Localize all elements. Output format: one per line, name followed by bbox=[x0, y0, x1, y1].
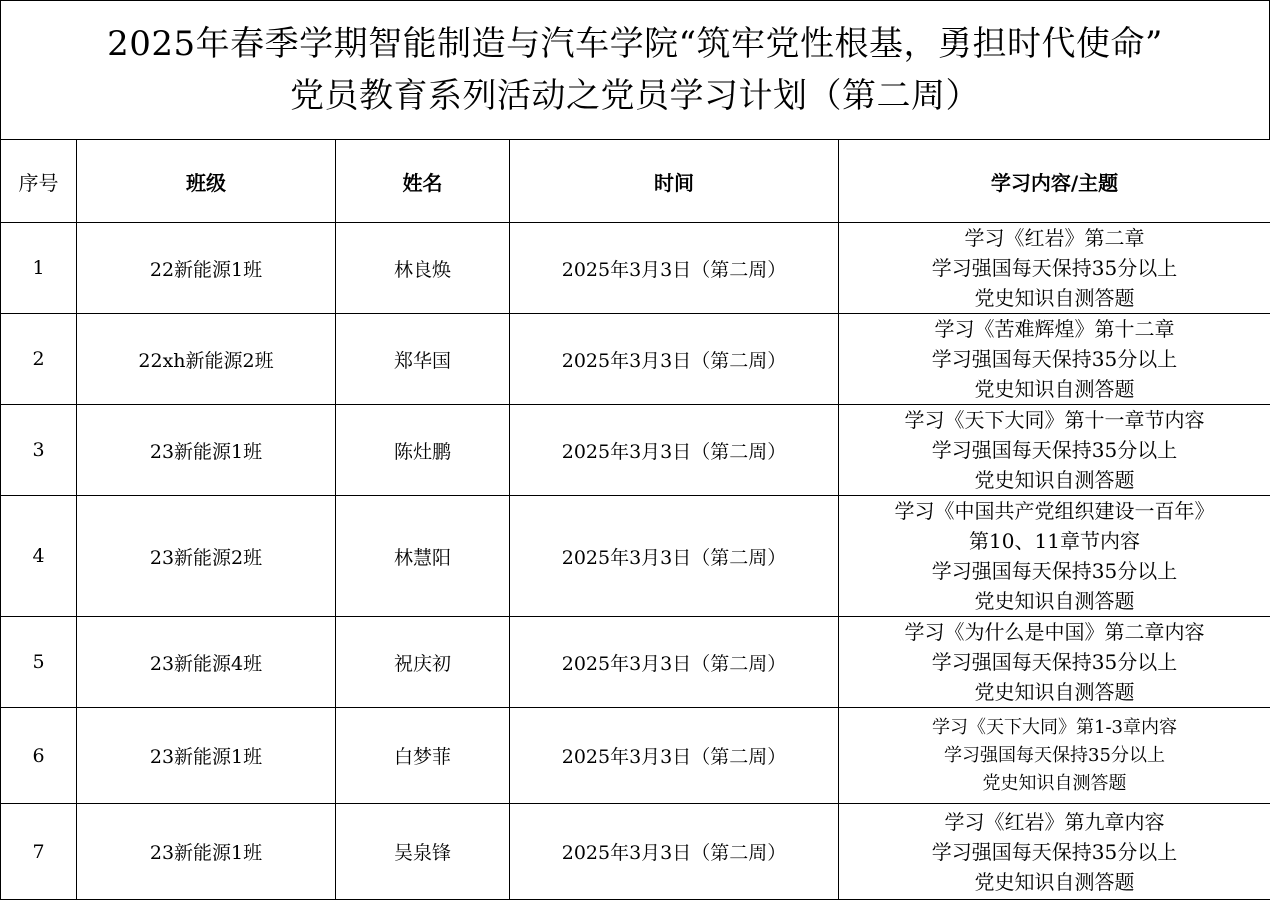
row-name: 陈灶鹏 bbox=[336, 405, 510, 496]
row-class: 23新能源1班 bbox=[77, 804, 336, 900]
document-title bbox=[0, 0, 1270, 139]
content-line: 学习强国每天保持35分以上 bbox=[839, 344, 1270, 374]
content-line: 党史知识自测答题 bbox=[839, 677, 1270, 707]
content-line: 学习《天下大同》第1-3章内容 bbox=[839, 714, 1270, 742]
row-seq: 2 bbox=[1, 314, 77, 405]
content-line: 党史知识自测答题 bbox=[839, 586, 1270, 616]
row-name: 吴泉锋 bbox=[336, 804, 510, 900]
row-seq: 7 bbox=[1, 804, 77, 900]
row-class: 22新能源1班 bbox=[77, 223, 336, 314]
row-content bbox=[839, 804, 1270, 900]
title-line-2: 党员教育系列活动之党员学习计划（第二周） bbox=[290, 70, 980, 122]
row-name: 白梦菲 bbox=[336, 708, 510, 804]
row-time: 2025年3月3日（第二周） bbox=[510, 223, 839, 314]
content-line: 学习强国每天保持35分以上 bbox=[839, 253, 1270, 283]
row-class: 23新能源2班 bbox=[77, 496, 336, 617]
content-line: 学习《苦难辉煌》第十二章 bbox=[839, 314, 1270, 344]
row-class: 22xh新能源2班 bbox=[77, 314, 336, 405]
header-class: 班级 bbox=[77, 140, 336, 223]
content-line: 党史知识自测答题 bbox=[839, 283, 1270, 313]
row-time: 2025年3月3日（第二周） bbox=[510, 708, 839, 804]
row-seq: 6 bbox=[1, 708, 77, 804]
table-row bbox=[1, 708, 1270, 804]
table-row bbox=[1, 804, 1270, 900]
row-class: 23新能源1班 bbox=[77, 405, 336, 496]
header-content: 学习内容/主题 bbox=[839, 140, 1270, 223]
row-seq: 5 bbox=[1, 617, 77, 708]
table-body bbox=[1, 223, 1270, 900]
content-line: 学习《红岩》第九章内容 bbox=[839, 807, 1270, 837]
content-line: 学习《为什么是中国》第二章内容 bbox=[839, 617, 1270, 647]
row-content bbox=[839, 223, 1270, 314]
table-row bbox=[1, 405, 1270, 496]
content-line: 党史知识自测答题 bbox=[839, 867, 1270, 897]
content-line: 学习《红岩》第二章 bbox=[839, 223, 1270, 253]
content-line: 学习强国每天保持35分以上 bbox=[839, 556, 1270, 586]
header-seq: 序号 bbox=[1, 140, 77, 223]
row-class: 23新能源1班 bbox=[77, 708, 336, 804]
content-line: 学习强国每天保持35分以上 bbox=[839, 647, 1270, 677]
header-time: 时间 bbox=[510, 140, 839, 223]
content-line: 学习强国每天保持35分以上 bbox=[839, 742, 1270, 770]
row-time: 2025年3月3日（第二周） bbox=[510, 405, 839, 496]
row-class: 23新能源4班 bbox=[77, 617, 336, 708]
table-header-row bbox=[1, 140, 1270, 223]
header-name: 姓名 bbox=[336, 140, 510, 223]
table-row bbox=[1, 617, 1270, 708]
row-name: 林良焕 bbox=[336, 223, 510, 314]
row-seq: 1 bbox=[1, 223, 77, 314]
table-row bbox=[1, 223, 1270, 314]
content-line: 学习《天下大同》第十一章节内容 bbox=[839, 405, 1270, 435]
row-seq: 3 bbox=[1, 405, 77, 496]
row-content bbox=[839, 617, 1270, 708]
row-content bbox=[839, 405, 1270, 496]
table-row bbox=[1, 314, 1270, 405]
content-line: 党史知识自测答题 bbox=[839, 374, 1270, 404]
table-row bbox=[1, 496, 1270, 617]
content-line: 学习强国每天保持35分以上 bbox=[839, 837, 1270, 867]
row-time: 2025年3月3日（第二周） bbox=[510, 617, 839, 708]
row-content bbox=[839, 496, 1270, 617]
content-line: 学习《中国共产党组织建设一百年》 bbox=[839, 496, 1270, 526]
content-line: 学习强国每天保持35分以上 bbox=[839, 435, 1270, 465]
row-time: 2025年3月3日（第二周） bbox=[510, 496, 839, 617]
title-line-1: 2025年春季学期智能制造与汽车学院“筑牢党性根基，勇担时代使命” bbox=[107, 18, 1163, 70]
row-content bbox=[839, 314, 1270, 405]
content-line: 党史知识自测答题 bbox=[839, 465, 1270, 495]
row-name: 郑华国 bbox=[336, 314, 510, 405]
row-content bbox=[839, 708, 1270, 804]
row-name: 林慧阳 bbox=[336, 496, 510, 617]
row-name: 祝庆初 bbox=[336, 617, 510, 708]
content-line: 第10、11章节内容 bbox=[839, 526, 1270, 556]
study-plan-table bbox=[0, 139, 1270, 900]
row-time: 2025年3月3日（第二周） bbox=[510, 314, 839, 405]
row-time: 2025年3月3日（第二周） bbox=[510, 804, 839, 900]
content-line: 党史知识自测答题 bbox=[839, 770, 1270, 798]
row-seq: 4 bbox=[1, 496, 77, 617]
